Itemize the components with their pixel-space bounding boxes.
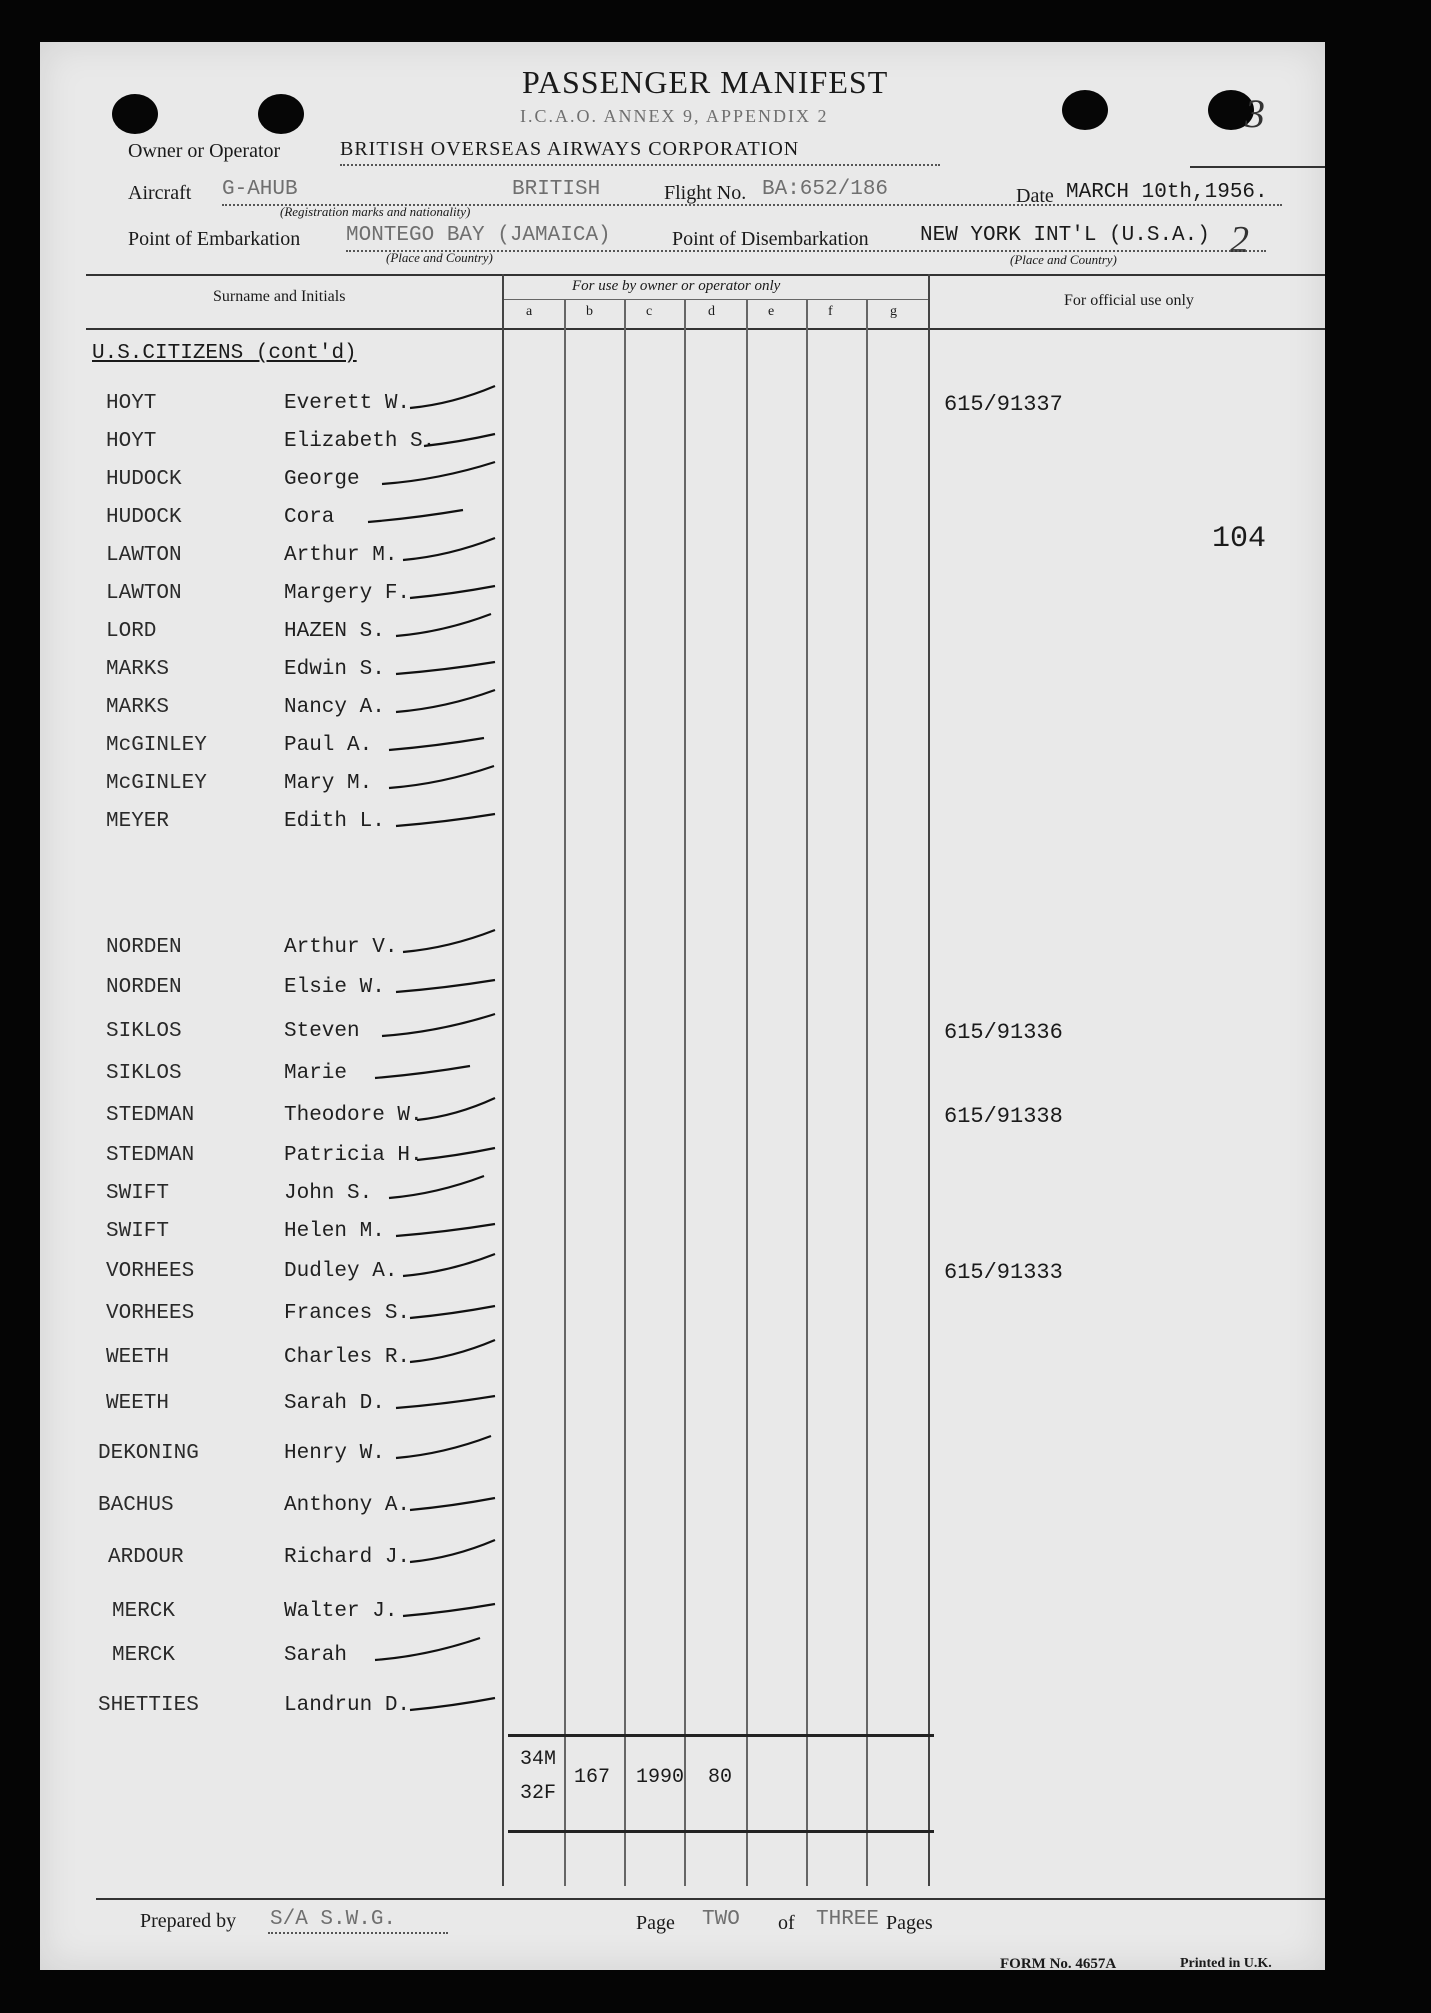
check-mark	[410, 1340, 495, 1362]
check-mark	[410, 386, 495, 408]
passenger-given-name: Paul A.	[284, 734, 373, 757]
passenger-surname: MERCK	[112, 1644, 176, 1667]
check-mark	[403, 1604, 495, 1616]
check-mark	[410, 1540, 495, 1562]
disembark-value: NEW YORK INT'L (U.S.A.)	[920, 224, 1210, 247]
page-label: Page	[636, 1912, 675, 1934]
official-reference: 615/91337	[944, 392, 1063, 417]
aircraft-label: Aircraft	[128, 182, 192, 204]
prepared-value: S/A S.W.G.	[270, 1908, 397, 1931]
check-mark	[389, 738, 484, 750]
passenger-given-name: Arthur V.	[284, 936, 398, 959]
passenger-surname: LORD	[106, 620, 157, 643]
side-number: 104	[1212, 522, 1267, 556]
aircraft-registration: G-AHUB	[222, 178, 298, 201]
disembark-label: Point of Disembarkation	[672, 228, 869, 250]
flight-label: Flight No.	[664, 182, 747, 204]
passenger-surname: HUDOCK	[106, 506, 182, 529]
check-mark	[396, 1436, 491, 1458]
pages-label: Pages	[886, 1912, 933, 1934]
check-mark	[410, 1306, 495, 1318]
passenger-given-name: Mary M.	[284, 772, 373, 795]
passenger-surname: WEETH	[106, 1346, 170, 1369]
passenger-surname: HOYT	[106, 430, 157, 453]
passenger-surname: HUDOCK	[106, 468, 182, 491]
passenger-surname: STEDMAN	[106, 1104, 195, 1127]
official-reference: 615/91336	[944, 1020, 1063, 1045]
passenger-given-name: John S.	[284, 1182, 373, 1205]
passenger-given-name: George	[284, 468, 360, 491]
check-mark	[403, 1254, 495, 1276]
owner-value: BRITISH OVERSEAS AIRWAYS CORPORATION	[340, 138, 800, 160]
col-letter-c: c	[646, 304, 653, 319]
check-mark	[417, 1098, 495, 1120]
passenger-given-name: Edwin S.	[284, 658, 385, 681]
passenger-surname: SWIFT	[106, 1182, 170, 1205]
corner-mark-1: 3	[1245, 91, 1265, 136]
passenger-surname: STEDMAN	[106, 1144, 195, 1167]
passenger-given-name: Arthur M.	[284, 544, 398, 567]
check-mark	[410, 1498, 495, 1510]
total-d: 80	[708, 1766, 733, 1789]
check-mark	[396, 980, 495, 992]
col-surname-header: Surname and Initials	[213, 288, 346, 305]
check-mark	[382, 462, 495, 484]
col-letter-d: d	[708, 304, 715, 319]
total-male: 34M	[520, 1748, 557, 1771]
check-mark	[410, 1698, 495, 1710]
passenger-given-name: Theodore W.	[284, 1104, 423, 1127]
embark-place-hint: (Place and Country)	[386, 250, 493, 265]
check-mark	[417, 1148, 495, 1160]
check-mark	[424, 434, 495, 446]
of-value: THREE	[816, 1908, 880, 1931]
printed-in: Printed in U.K.	[1180, 1956, 1272, 1971]
check-mark	[403, 538, 495, 560]
flight-value: BA:652/186	[762, 178, 889, 201]
annex-reference: I.C.A.O. ANNEX 9, APPENDIX 2	[520, 106, 829, 126]
total-b: 167	[574, 1766, 611, 1789]
prepared-label: Prepared by	[140, 1910, 237, 1932]
passenger-surname: ARDOUR	[108, 1546, 184, 1569]
disembark-place-hint: (Place and Country)	[1010, 252, 1117, 267]
check-marks	[40, 42, 1325, 1970]
col-letter-g: g	[890, 304, 897, 319]
aircraft-nationality: BRITISH	[512, 178, 601, 201]
passenger-surname: VORHEES	[106, 1260, 195, 1283]
official-reference: 615/91333	[944, 1260, 1063, 1285]
passenger-given-name: Henry W.	[284, 1442, 385, 1465]
passenger-given-name: Landrun D.	[284, 1694, 411, 1717]
check-mark	[396, 814, 495, 826]
passenger-surname: MEYER	[106, 810, 170, 833]
passenger-given-name: Dudley A.	[284, 1260, 398, 1283]
passenger-surname: SIKLOS	[106, 1020, 182, 1043]
passenger-given-name: Sarah	[284, 1644, 348, 1667]
passenger-given-name: Helen M.	[284, 1220, 385, 1243]
passenger-surname: DEKONING	[98, 1442, 199, 1465]
total-c: 1990	[636, 1766, 685, 1789]
passenger-given-name: Cora	[284, 506, 335, 529]
page-title: PASSENGER MANIFEST	[522, 64, 889, 100]
passenger-given-name: Edith L.	[284, 810, 385, 833]
check-mark	[396, 1224, 495, 1236]
passenger-surname: LAWTON	[106, 544, 182, 567]
col-official-header: For official use only	[1064, 292, 1194, 309]
col-letter-a: a	[526, 304, 533, 319]
passenger-surname: MARKS	[106, 696, 170, 719]
passenger-given-name: Walter J.	[284, 1600, 398, 1623]
embark-label: Point of Embarkation	[128, 228, 301, 250]
check-mark	[396, 662, 495, 674]
passenger-surname: MERCK	[112, 1600, 176, 1623]
passenger-surname: MARKS	[106, 658, 170, 681]
manifest-sheet	[40, 42, 1325, 1970]
col-owner-use-header: For use by owner or operator only	[572, 278, 781, 294]
col-letter-f: f	[828, 304, 833, 319]
total-female: 32F	[520, 1782, 557, 1805]
registration-hint: (Registration marks and nationality)	[280, 204, 471, 219]
check-mark	[375, 1066, 470, 1078]
check-mark	[410, 586, 495, 598]
passenger-given-name: Nancy A.	[284, 696, 385, 719]
check-mark	[382, 1014, 495, 1036]
passenger-given-name: Steven	[284, 1020, 360, 1043]
passenger-given-name: Margery F.	[284, 582, 411, 605]
passenger-given-name: Richard J.	[284, 1546, 411, 1569]
passenger-surname: LAWTON	[106, 582, 182, 605]
check-mark	[389, 766, 494, 788]
check-mark	[368, 510, 463, 522]
passenger-given-name: Anthony A.	[284, 1494, 411, 1517]
check-mark	[396, 1396, 495, 1408]
passenger-surname: McGINLEY	[106, 734, 207, 757]
owner-label: Owner or Operator	[128, 140, 281, 162]
check-mark	[375, 1638, 480, 1660]
passenger-given-name: Charles R.	[284, 1346, 411, 1369]
passenger-given-name: Elsie W.	[284, 976, 385, 999]
passenger-given-name: Everett W.	[284, 392, 411, 415]
passenger-surname: SWIFT	[106, 1220, 170, 1243]
check-mark	[389, 1176, 484, 1198]
passenger-surname: NORDEN	[106, 976, 182, 999]
corner-mark-2: 2	[1230, 219, 1249, 261]
passenger-surname: McGINLEY	[106, 772, 207, 795]
passenger-surname: VORHEES	[106, 1302, 195, 1325]
section-heading: U.S.CITIZENS (cont'd)	[92, 342, 357, 365]
passenger-given-name: Patricia H.	[284, 1144, 423, 1167]
check-mark	[396, 690, 495, 712]
passenger-surname: SHETTIES	[98, 1694, 199, 1717]
passenger-surname: SIKLOS	[106, 1062, 182, 1085]
official-reference: 615/91338	[944, 1104, 1063, 1129]
passenger-surname: BACHUS	[98, 1494, 174, 1517]
col-letter-e: e	[768, 304, 775, 319]
col-letter-b: b	[586, 304, 593, 319]
form-number: FORM No. 4657A	[1000, 1956, 1117, 1972]
passenger-surname: HOYT	[106, 392, 157, 415]
date-label: Date	[1016, 185, 1054, 207]
embark-value: MONTEGO BAY (JAMAICA)	[346, 224, 611, 247]
date-value: MARCH 10th,1956.	[1066, 181, 1268, 204]
passenger-given-name: Marie	[284, 1062, 348, 1085]
passenger-given-name: Elizabeth S.	[284, 430, 436, 453]
page-value: TWO	[702, 1908, 740, 1931]
passenger-given-name: Sarah D.	[284, 1392, 385, 1415]
passenger-surname: WEETH	[106, 1392, 170, 1415]
passenger-given-name: Frances S.	[284, 1302, 411, 1325]
passenger-given-name: HAZEN S.	[284, 620, 385, 643]
passenger-surname: NORDEN	[106, 936, 182, 959]
check-mark	[403, 930, 495, 952]
of-label: of	[778, 1912, 795, 1934]
check-mark	[396, 614, 491, 636]
